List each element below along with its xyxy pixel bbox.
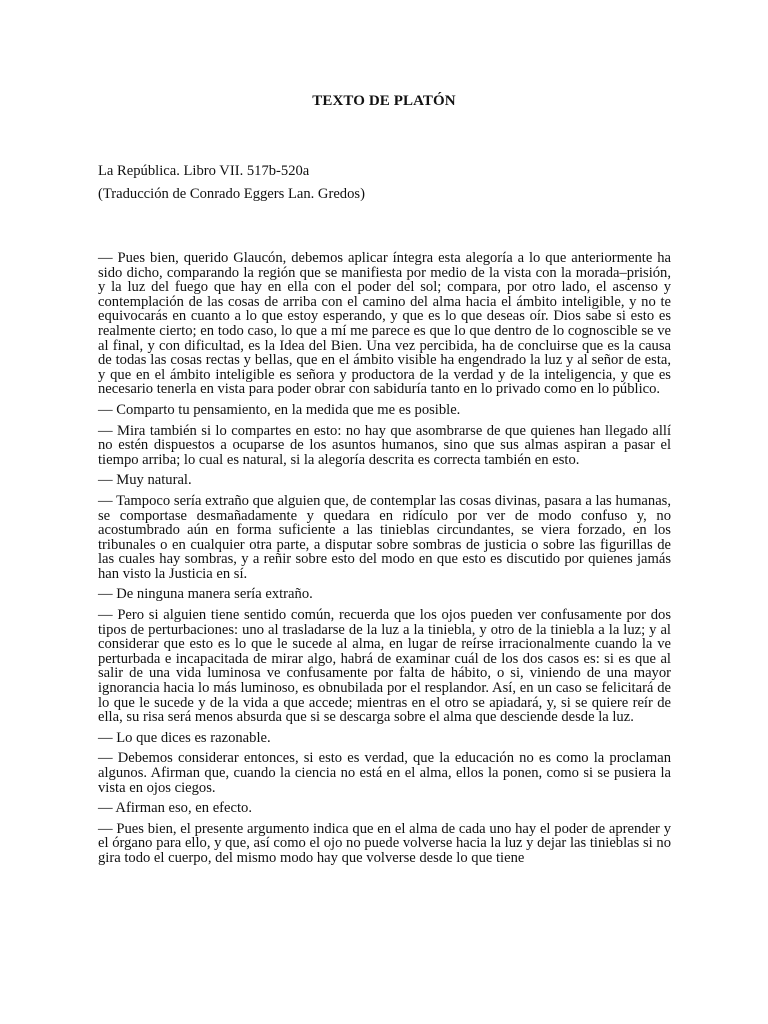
paragraph: — Tampoco sería extraño que alguien que, de contemplar las cosas divinas, pasara a las humanas, se comportase desmañadamente y quedara en ridículo por ver de modo confuso y, no acostumbrado aún en forma suficiente a las tinieblas circundantes, se viera forzado, en los tribunales o en cualquier otra parte, a disputar sobre sombras de justicia o sobre las figurillas de las cuales hay sombras, y a reñir sobre esto del modo en que esto es discutido por quienes jamás han visto la Justicia en sí.: [98, 492, 671, 582]
paragraph: — Debemos considerar entonces, si esto es verdad, que la educación no es como la proclaman algunos. Afirman que, cuando la ciencia no está en el alma, ellos la ponen, como si se pusiera la vista en ojos ciegos.: [98, 750, 671, 796]
paragraph: — Muy natural.: [98, 472, 192, 489]
paragraph: — Comparto tu pensamiento, en la medida que me es posible.: [98, 401, 461, 418]
paragraph: — Lo que dices es razonable.: [98, 729, 271, 746]
source-info: [98, 160, 671, 206]
page-title: TEXTO DE PLATÓN: [312, 93, 456, 109]
paragraph: — Pues bien, el presente argumento indica que en el alma de cada uno hay el poder de aprender y el órgano para ello, y que, así como el ojo no puede volverse hacia la luz y dejar las tinieblas si no gira todo el cuerpo, del mismo modo hay que volverse desde lo que tiene: [98, 820, 671, 866]
translation-line: (Traducción de Conrado Eggers Lan. Gredos): [98, 186, 365, 202]
paragraph: — Pero si alguien tiene sentido común, recuerda que los ojos pueden ver confusamente por dos tipos de perturbaciones: uno al trasladarse de la luz a la tiniebla, y otro de la tiniebla a la luz; y al considerar que esto es lo que le sucede al alma, en lugar de reírse irracionalmente cuando la ve perturbada e incapacitada de mirar algo, habrá de examinar cuál de los dos casos es: si es que al salir de una vida luminosa ve confusamente por falta de hábito, o si, viniendo de una mayor ignorancia hacia lo más luminoso, es obnubilada por el resplandor. Así, en un caso se felicitará de lo que le sucede y de la vida a que accede; mientras en el otro se apiadará, y, si se quiere reír de ella, su risa será menos absurda que si se descarga sobre el alma que desciende desde la luz.: [98, 607, 671, 726]
paragraph: — Mira también si lo compartes en esto: no hay que asombrarse de que quienes han llegado allí no estén dispuestos a ocuparse de los asuntos humanos, sino que sus almas aspiran a pasar el tiempo arriba; lo cual es natural, si la alegoría descrita es correcta también en esto.: [98, 422, 671, 468]
paragraph: — Afirman eso, en efecto.: [98, 800, 252, 817]
paragraph: — De ninguna manera sería extraño.: [98, 586, 313, 603]
paragraph: — Pues bien, querido Glaucón, debemos aplicar íntegra esta alegoría a lo que anteriormente ha sido dicho, comparando la región que se manifiesta por medio de la vista con la morada–prisión, y la luz del fuego que hay en ella con el poder del sol; compara, por otro lado, el ascenso y contemplación de las cosas de arriba con el camino del alma hacia el ámbito inteligible, y no te equivocarás en cuanto a lo que estoy esperando, y que es lo que deseas oír. Dios sabe si esto es realmente cierto; en todo caso, lo que a mí me parece es que lo que dentro de lo cognoscible se ve al final, y con dificultad, es la Idea del Bien. Una vez percibida, ha de concluirse que es la causa de todas las cosas rectas y bellas, que en el ámbito visible ha engendrado la luz y al señor de esta, y que en el ámbito inteligible es señora y productora de la verdad y de la inteligencia, y que es necesario tenerla en vista para poder obrar con sabiduría tanto en lo privado como en lo público.: [98, 250, 671, 398]
source-line: La República. Libro VII. 517b-520a: [98, 163, 310, 179]
document-body: [98, 251, 671, 872]
